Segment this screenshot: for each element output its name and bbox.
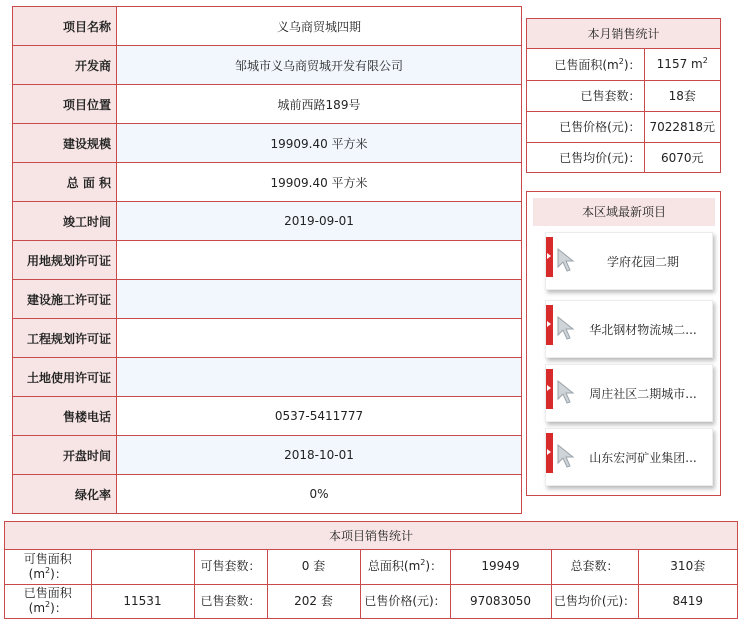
engineering-permit-value bbox=[117, 319, 522, 358]
info-row-greening bbox=[13, 475, 522, 514]
info-row-completion bbox=[13, 202, 522, 241]
sold-price-label: 已售价格(元)： bbox=[360, 584, 450, 618]
area-project-name: 周庄社区二期城市... bbox=[589, 387, 697, 401]
info-label: 工程规划许可证 bbox=[13, 319, 117, 358]
project-sales-title: 本项目销售统计 bbox=[5, 522, 737, 550]
completion-date-value: 2019-09-01 bbox=[117, 202, 522, 241]
info-row-opening bbox=[13, 436, 522, 475]
total-sets-value: 310套 bbox=[670, 559, 706, 574]
area-project-link[interactable] bbox=[545, 232, 713, 290]
total-sets-label: 总套数： bbox=[551, 550, 638, 584]
red-marker-icon bbox=[546, 369, 553, 409]
monthly-sales-panel bbox=[526, 18, 721, 173]
monthly-sets-value: 18套 bbox=[644, 80, 720, 111]
red-marker-icon bbox=[546, 305, 553, 345]
info-row-developer bbox=[13, 46, 522, 85]
land-planning-permit-value bbox=[117, 241, 522, 280]
red-marker-icon bbox=[546, 433, 553, 473]
monthly-area-value: 1157 $m^2$ bbox=[656, 56, 708, 72]
sold-sets-label: 已售套数： bbox=[194, 584, 267, 618]
monthly-avg-label: 已售均价(元)： bbox=[527, 142, 644, 173]
monthly-price-label: 已售价格(元)： bbox=[527, 111, 644, 142]
cursor-arrow-icon bbox=[556, 379, 578, 405]
monthly-area-label: 已售面积$(m^2)$： bbox=[527, 49, 644, 80]
sold-area-value: 11531 bbox=[91, 584, 194, 618]
avg-price-value: 8419 bbox=[638, 584, 737, 618]
total-area-value: 19949 bbox=[450, 550, 551, 584]
total-area-label: 总面积$(m^2)$： bbox=[360, 550, 450, 584]
location-value: 城前西路189号 bbox=[117, 85, 522, 124]
area-project-name: 山东宏河矿业集团... bbox=[589, 451, 697, 465]
available-sets-value: 0 套 bbox=[267, 550, 360, 584]
project-sales-row-sold bbox=[5, 584, 737, 618]
cursor-arrow-icon bbox=[556, 443, 578, 469]
sales-phone-value: 0537-5411777 bbox=[117, 397, 522, 436]
monthly-row-sets bbox=[527, 80, 720, 111]
monthly-row-price bbox=[527, 111, 720, 142]
info-label: 竣工时间 bbox=[13, 202, 117, 241]
area-projects-panel bbox=[526, 191, 721, 496]
red-marker-icon bbox=[546, 237, 553, 277]
available-area-value bbox=[91, 550, 194, 584]
monthly-row-area bbox=[527, 49, 720, 80]
available-area-label: 可售面积 $(m^2)$： bbox=[5, 550, 91, 584]
sold-area-label: 已售面积 $(m^2)$： bbox=[5, 584, 91, 618]
info-label: 总 面 积 bbox=[13, 163, 117, 202]
project-info-table bbox=[12, 6, 522, 514]
available-sets-label: 可售套数： bbox=[194, 550, 267, 584]
info-label: 绿化率 bbox=[13, 475, 117, 514]
info-row-location bbox=[13, 85, 522, 124]
scale-value: 19909.40 平方米 bbox=[117, 124, 522, 163]
info-row-land-use-permit bbox=[13, 358, 522, 397]
sold-sets-value: 202 套 bbox=[267, 584, 360, 618]
avg-price-label: 已售均价(元)： bbox=[551, 584, 638, 618]
area-projects-title: 本区域最新项目 bbox=[533, 198, 715, 226]
project-sales-row-available bbox=[5, 550, 737, 584]
info-row-land-planning-permit bbox=[13, 241, 522, 280]
area-project-link[interactable] bbox=[545, 364, 713, 422]
monthly-price-value: 7022818元 bbox=[644, 111, 720, 142]
info-label: 开盘时间 bbox=[13, 436, 117, 475]
area-project-name: 华北钢材物流城二... bbox=[589, 323, 697, 337]
info-label: 土地使用许可证 bbox=[13, 358, 117, 397]
monthly-row-avg bbox=[527, 142, 720, 173]
info-label: 开发商 bbox=[13, 46, 117, 85]
greening-rate-value: 0% bbox=[117, 475, 522, 514]
info-label: 建设施工许可证 bbox=[13, 280, 117, 319]
total-area-value: 19909.40 平方米 bbox=[117, 163, 522, 202]
info-row-construction-permit bbox=[13, 280, 522, 319]
opening-date-value: 2018-10-01 bbox=[117, 436, 522, 475]
info-row-phone bbox=[13, 397, 522, 436]
info-label: 项目名称 bbox=[13, 7, 117, 46]
info-label: 用地规划许可证 bbox=[13, 241, 117, 280]
area-project-link[interactable] bbox=[545, 428, 713, 486]
info-row-engineering-permit bbox=[13, 319, 522, 358]
monthly-sets-label: 已售套数： bbox=[527, 80, 644, 111]
monthly-avg-value: 6070元 bbox=[644, 142, 720, 173]
developer-value: 邹城市义乌商贸城开发有限公司 bbox=[117, 46, 522, 85]
area-project-name: 学府花园二期 bbox=[606, 255, 679, 269]
info-label: 售楼电话 bbox=[13, 397, 117, 436]
info-label: 建设规模 bbox=[13, 124, 117, 163]
project-sales-panel bbox=[4, 521, 738, 619]
sold-price-value: 97083050 bbox=[450, 584, 551, 618]
info-row-scale bbox=[13, 124, 522, 163]
monthly-sales-title: 本月销售统计 bbox=[527, 19, 720, 49]
construction-permit-value bbox=[117, 280, 522, 319]
cursor-arrow-icon bbox=[556, 247, 578, 273]
info-row-total-area bbox=[13, 163, 522, 202]
monthly-sales-table bbox=[527, 49, 720, 173]
info-label: 项目位置 bbox=[13, 85, 117, 124]
project-name-value: 义乌商贸城四期 bbox=[117, 7, 522, 46]
area-project-link[interactable] bbox=[545, 300, 713, 358]
info-row-name bbox=[13, 7, 522, 46]
land-use-permit-value bbox=[117, 358, 522, 397]
cursor-arrow-icon bbox=[556, 315, 578, 341]
project-sales-table bbox=[5, 550, 737, 618]
